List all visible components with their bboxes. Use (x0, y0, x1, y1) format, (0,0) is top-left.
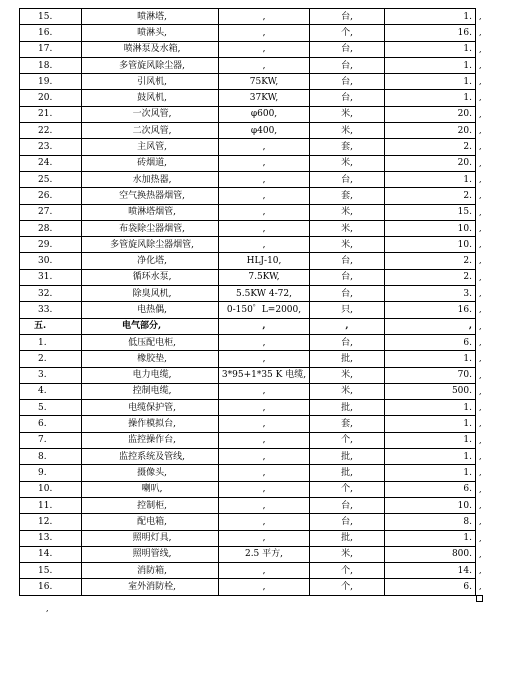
item-name-cell: 摄像头, (82, 465, 219, 481)
row-end-mark: , (479, 354, 482, 363)
row-end-mark: , (479, 191, 482, 200)
item-unit-cell: 米, (310, 123, 385, 139)
row-end-mark: , (479, 208, 482, 217)
item-number-cell: 五. (20, 318, 82, 334)
row-end-mark: , (479, 93, 482, 102)
item-spec-cell: 75KW, (219, 74, 310, 90)
item-qty-cell: 1. (385, 465, 476, 481)
item-qty-cell: 1. (385, 530, 476, 546)
item-unit-cell: 台, (310, 286, 385, 302)
item-name-cell: 水加热器, (82, 171, 219, 187)
item-qty-cell: 8. (385, 514, 476, 530)
item-name-cell: 一次风管, (82, 106, 219, 122)
item-unit-cell: 米, (310, 383, 385, 399)
item-qty-cell: 800. (385, 546, 476, 562)
item-name-cell: 操作模拟台, (82, 416, 219, 432)
item-number-cell: 17. (20, 41, 82, 57)
item-spec-cell: , (219, 416, 310, 432)
item-name-cell: 喷淋塔烟管, (82, 204, 219, 220)
item-qty-cell: 1. (385, 351, 476, 367)
item-number-cell: 1. (20, 334, 82, 350)
item-unit-cell: 批, (310, 351, 385, 367)
item-number-cell: 11. (20, 497, 82, 513)
item-qty-cell: 1. (385, 400, 476, 416)
item-spec-cell: , (219, 514, 310, 530)
item-qty-cell: 16. (385, 25, 476, 41)
item-name-cell: 电缆保护管, (82, 400, 219, 416)
item-spec-cell: , (219, 237, 310, 253)
item-number-cell: 8. (20, 449, 82, 465)
item-qty-cell: 20. (385, 106, 476, 122)
item-spec-cell: φ400, (219, 123, 310, 139)
item-unit-cell: 台, (310, 269, 385, 285)
table-row (20, 41, 476, 57)
item-unit-cell: 台, (310, 334, 385, 350)
item-spec-cell: , (219, 155, 310, 171)
item-name-cell: 布袋除尘器烟管, (82, 220, 219, 236)
item-qty-cell: 10. (385, 497, 476, 513)
item-unit-cell: 个, (310, 432, 385, 448)
table-row (20, 579, 476, 595)
row-end-mark: , (479, 485, 482, 494)
item-spec-cell: 2.5 平方, (219, 546, 310, 562)
item-name-cell: 配电箱, (82, 514, 219, 530)
item-unit-cell: 台, (310, 514, 385, 530)
item-spec-cell: , (219, 318, 310, 334)
table-row (20, 286, 476, 302)
row-end-mark: , (479, 322, 482, 331)
item-number-cell: 3. (20, 367, 82, 383)
table-row (20, 334, 476, 350)
item-qty-cell: 1. (385, 57, 476, 73)
item-number-cell: 18. (20, 57, 82, 73)
item-unit-cell: 台, (310, 9, 385, 25)
item-spec-cell: , (219, 220, 310, 236)
item-spec-cell: 37KW, (219, 90, 310, 106)
table-row (20, 204, 476, 220)
table-row (20, 90, 476, 106)
item-number-cell: 27. (20, 204, 82, 220)
row-end-mark: , (479, 289, 482, 298)
item-spec-cell: , (219, 481, 310, 497)
item-unit-cell: 米, (310, 237, 385, 253)
table-row (20, 123, 476, 139)
item-number-cell: 15. (20, 563, 82, 579)
table-row (20, 530, 476, 546)
item-name-cell: 控制电缆, (82, 383, 219, 399)
item-name-cell: 二次风管, (82, 123, 219, 139)
row-end-mark: , (479, 61, 482, 70)
item-unit-cell: 套, (310, 188, 385, 204)
table-row (20, 497, 476, 513)
item-number-cell: 2. (20, 351, 82, 367)
item-number-cell: 24. (20, 155, 82, 171)
item-number-cell: 32. (20, 286, 82, 302)
item-spec-cell: , (219, 497, 310, 513)
table-row (20, 25, 476, 41)
row-end-mark: , (479, 110, 482, 119)
table-row (20, 155, 476, 171)
item-name-cell: 电气部分, (82, 318, 219, 334)
table-resize-handle[interactable] (476, 595, 483, 602)
item-name-cell: 监控操作台, (82, 432, 219, 448)
item-name-cell: 电热偶, (82, 302, 219, 318)
item-qty-cell: 16. (385, 302, 476, 318)
item-number-cell: 26. (20, 188, 82, 204)
item-number-cell: 20. (20, 90, 82, 106)
item-unit-cell: 米, (310, 546, 385, 562)
item-spec-cell: HLJ-10, (219, 253, 310, 269)
item-name-cell: 喷淋塔, (82, 9, 219, 25)
row-end-mark: , (479, 452, 482, 461)
item-spec-cell: 3*95+1*35 K 电缆, (219, 367, 310, 383)
item-number-cell: 19. (20, 74, 82, 90)
row-end-mark: , (479, 273, 482, 282)
item-spec-cell: , (219, 139, 310, 155)
paragraph-mark: , (46, 604, 49, 613)
item-unit-cell: 台, (310, 57, 385, 73)
item-unit-cell: 米, (310, 106, 385, 122)
item-qty-cell: 2. (385, 253, 476, 269)
table-row (20, 74, 476, 90)
table-row (20, 546, 476, 562)
item-name-cell: 主风管, (82, 139, 219, 155)
item-qty-cell: 10. (385, 220, 476, 236)
row-end-mark: , (479, 175, 482, 184)
item-name-cell: 喷淋泵及水箱, (82, 41, 219, 57)
table-row (20, 171, 476, 187)
item-name-cell: 空气换热器烟管, (82, 188, 219, 204)
item-unit-cell: 台, (310, 74, 385, 90)
row-end-mark: , (479, 45, 482, 54)
row-end-mark: , (479, 582, 482, 591)
table-row (20, 367, 476, 383)
item-unit-cell: 批, (310, 400, 385, 416)
item-unit-cell: 米, (310, 220, 385, 236)
row-end-mark: , (479, 77, 482, 86)
table-row (20, 400, 476, 416)
item-unit-cell: 个, (310, 481, 385, 497)
item-number-cell: 29. (20, 237, 82, 253)
item-qty-cell: 6. (385, 481, 476, 497)
item-number-cell: 6. (20, 416, 82, 432)
table-row (20, 449, 476, 465)
table-row (20, 432, 476, 448)
item-qty-cell: 20. (385, 155, 476, 171)
table-row (20, 237, 476, 253)
item-number-cell: 14. (20, 546, 82, 562)
item-spec-cell: , (219, 432, 310, 448)
row-end-mark: , (479, 436, 482, 445)
item-unit-cell: 个, (310, 579, 385, 595)
item-spec-cell: , (219, 530, 310, 546)
item-qty-cell: 3. (385, 286, 476, 302)
item-unit-cell: 米, (310, 155, 385, 171)
item-name-cell: 多管旋风除尘器, (82, 57, 219, 73)
item-unit-cell: 米, (310, 367, 385, 383)
row-end-mark: , (479, 338, 482, 347)
item-spec-cell: 0-150゜L=2000, (219, 302, 310, 318)
row-end-mark: , (479, 28, 482, 37)
table-row (20, 269, 476, 285)
row-end-mark: , (479, 501, 482, 510)
item-name-cell: 室外消防栓, (82, 579, 219, 595)
row-end-mark: , (479, 387, 482, 396)
table-row (20, 416, 476, 432)
table-row (20, 514, 476, 530)
item-name-cell: 喇叭, (82, 481, 219, 497)
row-end-mark: , (479, 566, 482, 575)
item-spec-cell: , (219, 57, 310, 73)
item-number-cell: 9. (20, 465, 82, 481)
item-qty-cell: 1. (385, 449, 476, 465)
item-name-cell: 喷淋头, (82, 25, 219, 41)
row-end-mark: , (479, 240, 482, 249)
equipment-list-table (19, 8, 476, 596)
item-name-cell: 除臭风机, (82, 286, 219, 302)
item-number-cell: 31. (20, 269, 82, 285)
item-qty-cell: 1. (385, 171, 476, 187)
row-end-mark: , (479, 371, 482, 380)
item-number-cell: 25. (20, 171, 82, 187)
table-row (20, 481, 476, 497)
item-qty-cell: 1. (385, 41, 476, 57)
table-row (20, 9, 476, 25)
item-number-cell: 5. (20, 400, 82, 416)
item-unit-cell: 只, (310, 302, 385, 318)
row-end-mark: , (479, 403, 482, 412)
item-number-cell: 21. (20, 106, 82, 122)
item-qty-cell: 6. (385, 579, 476, 595)
item-spec-cell: , (219, 449, 310, 465)
item-number-cell: 4. (20, 383, 82, 399)
item-qty-cell: 70. (385, 367, 476, 383)
item-name-cell: 多管旋风除尘器烟管, (82, 237, 219, 253)
table-row (20, 253, 476, 269)
table-row (20, 106, 476, 122)
item-qty-cell: 1. (385, 9, 476, 25)
item-spec-cell: 5.5KW 4-72, (219, 286, 310, 302)
item-number-cell: 13. (20, 530, 82, 546)
item-name-cell: 控制柜, (82, 497, 219, 513)
item-number-cell: 30. (20, 253, 82, 269)
row-end-mark: , (479, 550, 482, 559)
item-name-cell: 消防箱, (82, 563, 219, 579)
item-unit-cell: 批, (310, 449, 385, 465)
item-name-cell: 净化塔, (82, 253, 219, 269)
row-end-mark: , (479, 126, 482, 135)
row-end-mark: , (479, 159, 482, 168)
item-qty-cell: 2. (385, 188, 476, 204)
item-unit-cell: 台, (310, 90, 385, 106)
item-qty-cell: 2. (385, 269, 476, 285)
item-spec-cell: , (219, 204, 310, 220)
table-row (20, 220, 476, 236)
item-number-cell: 28. (20, 220, 82, 236)
item-number-cell: 22. (20, 123, 82, 139)
item-spec-cell: , (219, 400, 310, 416)
item-name-cell: 引风机, (82, 74, 219, 90)
item-number-cell: 16. (20, 579, 82, 595)
table-body (20, 9, 476, 596)
item-unit-cell: 套, (310, 139, 385, 155)
item-qty-cell: 15. (385, 204, 476, 220)
item-unit-cell: 台, (310, 171, 385, 187)
row-end-mark: , (479, 517, 482, 526)
row-end-mark: , (479, 419, 482, 428)
item-qty-cell: 1. (385, 432, 476, 448)
table-row (20, 302, 476, 318)
item-qty-cell: 10. (385, 237, 476, 253)
item-unit-cell: 台, (310, 497, 385, 513)
item-spec-cell: , (219, 465, 310, 481)
item-spec-cell: , (219, 9, 310, 25)
item-name-cell: 照明灯具, (82, 530, 219, 546)
item-number-cell: 16. (20, 25, 82, 41)
item-qty-cell: 500. (385, 383, 476, 399)
row-end-mark: , (479, 305, 482, 314)
row-end-mark: , (479, 12, 482, 21)
item-spec-cell: , (219, 334, 310, 350)
item-unit-cell: 台, (310, 41, 385, 57)
item-unit-cell: , (310, 318, 385, 334)
item-spec-cell: , (219, 383, 310, 399)
item-spec-cell: , (219, 41, 310, 57)
item-name-cell: 循环水泵, (82, 269, 219, 285)
item-name-cell: 照明管线, (82, 546, 219, 562)
item-unit-cell: 套, (310, 416, 385, 432)
item-qty-cell: 1. (385, 74, 476, 90)
item-qty-cell: 14. (385, 563, 476, 579)
row-end-mark: , (479, 534, 482, 543)
item-qty-cell: 1. (385, 90, 476, 106)
item-spec-cell: 7.5KW, (219, 269, 310, 285)
item-number-cell: 10. (20, 481, 82, 497)
item-spec-cell: , (219, 351, 310, 367)
item-spec-cell: , (219, 188, 310, 204)
item-unit-cell: 个, (310, 25, 385, 41)
item-name-cell: 电力电缆, (82, 367, 219, 383)
table-row (20, 188, 476, 204)
item-unit-cell: 米, (310, 204, 385, 220)
table-row (20, 465, 476, 481)
item-name-cell: 砖烟道, (82, 155, 219, 171)
table-row (20, 57, 476, 73)
table-row (20, 563, 476, 579)
item-number-cell: 7. (20, 432, 82, 448)
item-spec-cell: , (219, 579, 310, 595)
item-name-cell: 监控系统及管线, (82, 449, 219, 465)
item-spec-cell: , (219, 563, 310, 579)
table-row (20, 383, 476, 399)
row-end-mark: , (479, 142, 482, 151)
item-number-cell: 15. (20, 9, 82, 25)
item-qty-cell: 20. (385, 123, 476, 139)
item-qty-cell: 2. (385, 139, 476, 155)
item-name-cell: 橡胶垫, (82, 351, 219, 367)
item-number-cell: 12. (20, 514, 82, 530)
item-name-cell: 低压配电柜, (82, 334, 219, 350)
item-unit-cell: 台, (310, 253, 385, 269)
section-header-row (20, 318, 476, 334)
item-qty-cell: , (385, 318, 476, 334)
item-spec-cell: φ600, (219, 106, 310, 122)
table-row (20, 139, 476, 155)
item-spec-cell: , (219, 25, 310, 41)
row-end-mark: , (479, 468, 482, 477)
item-name-cell: 鼓风机, (82, 90, 219, 106)
item-number-cell: 33. (20, 302, 82, 318)
item-unit-cell: 批, (310, 530, 385, 546)
item-unit-cell: 个, (310, 563, 385, 579)
item-unit-cell: 批, (310, 465, 385, 481)
row-end-mark: , (479, 256, 482, 265)
item-qty-cell: 1. (385, 416, 476, 432)
item-number-cell: 23. (20, 139, 82, 155)
row-end-mark: , (479, 224, 482, 233)
item-spec-cell: , (219, 171, 310, 187)
item-qty-cell: 6. (385, 334, 476, 350)
table-row (20, 351, 476, 367)
